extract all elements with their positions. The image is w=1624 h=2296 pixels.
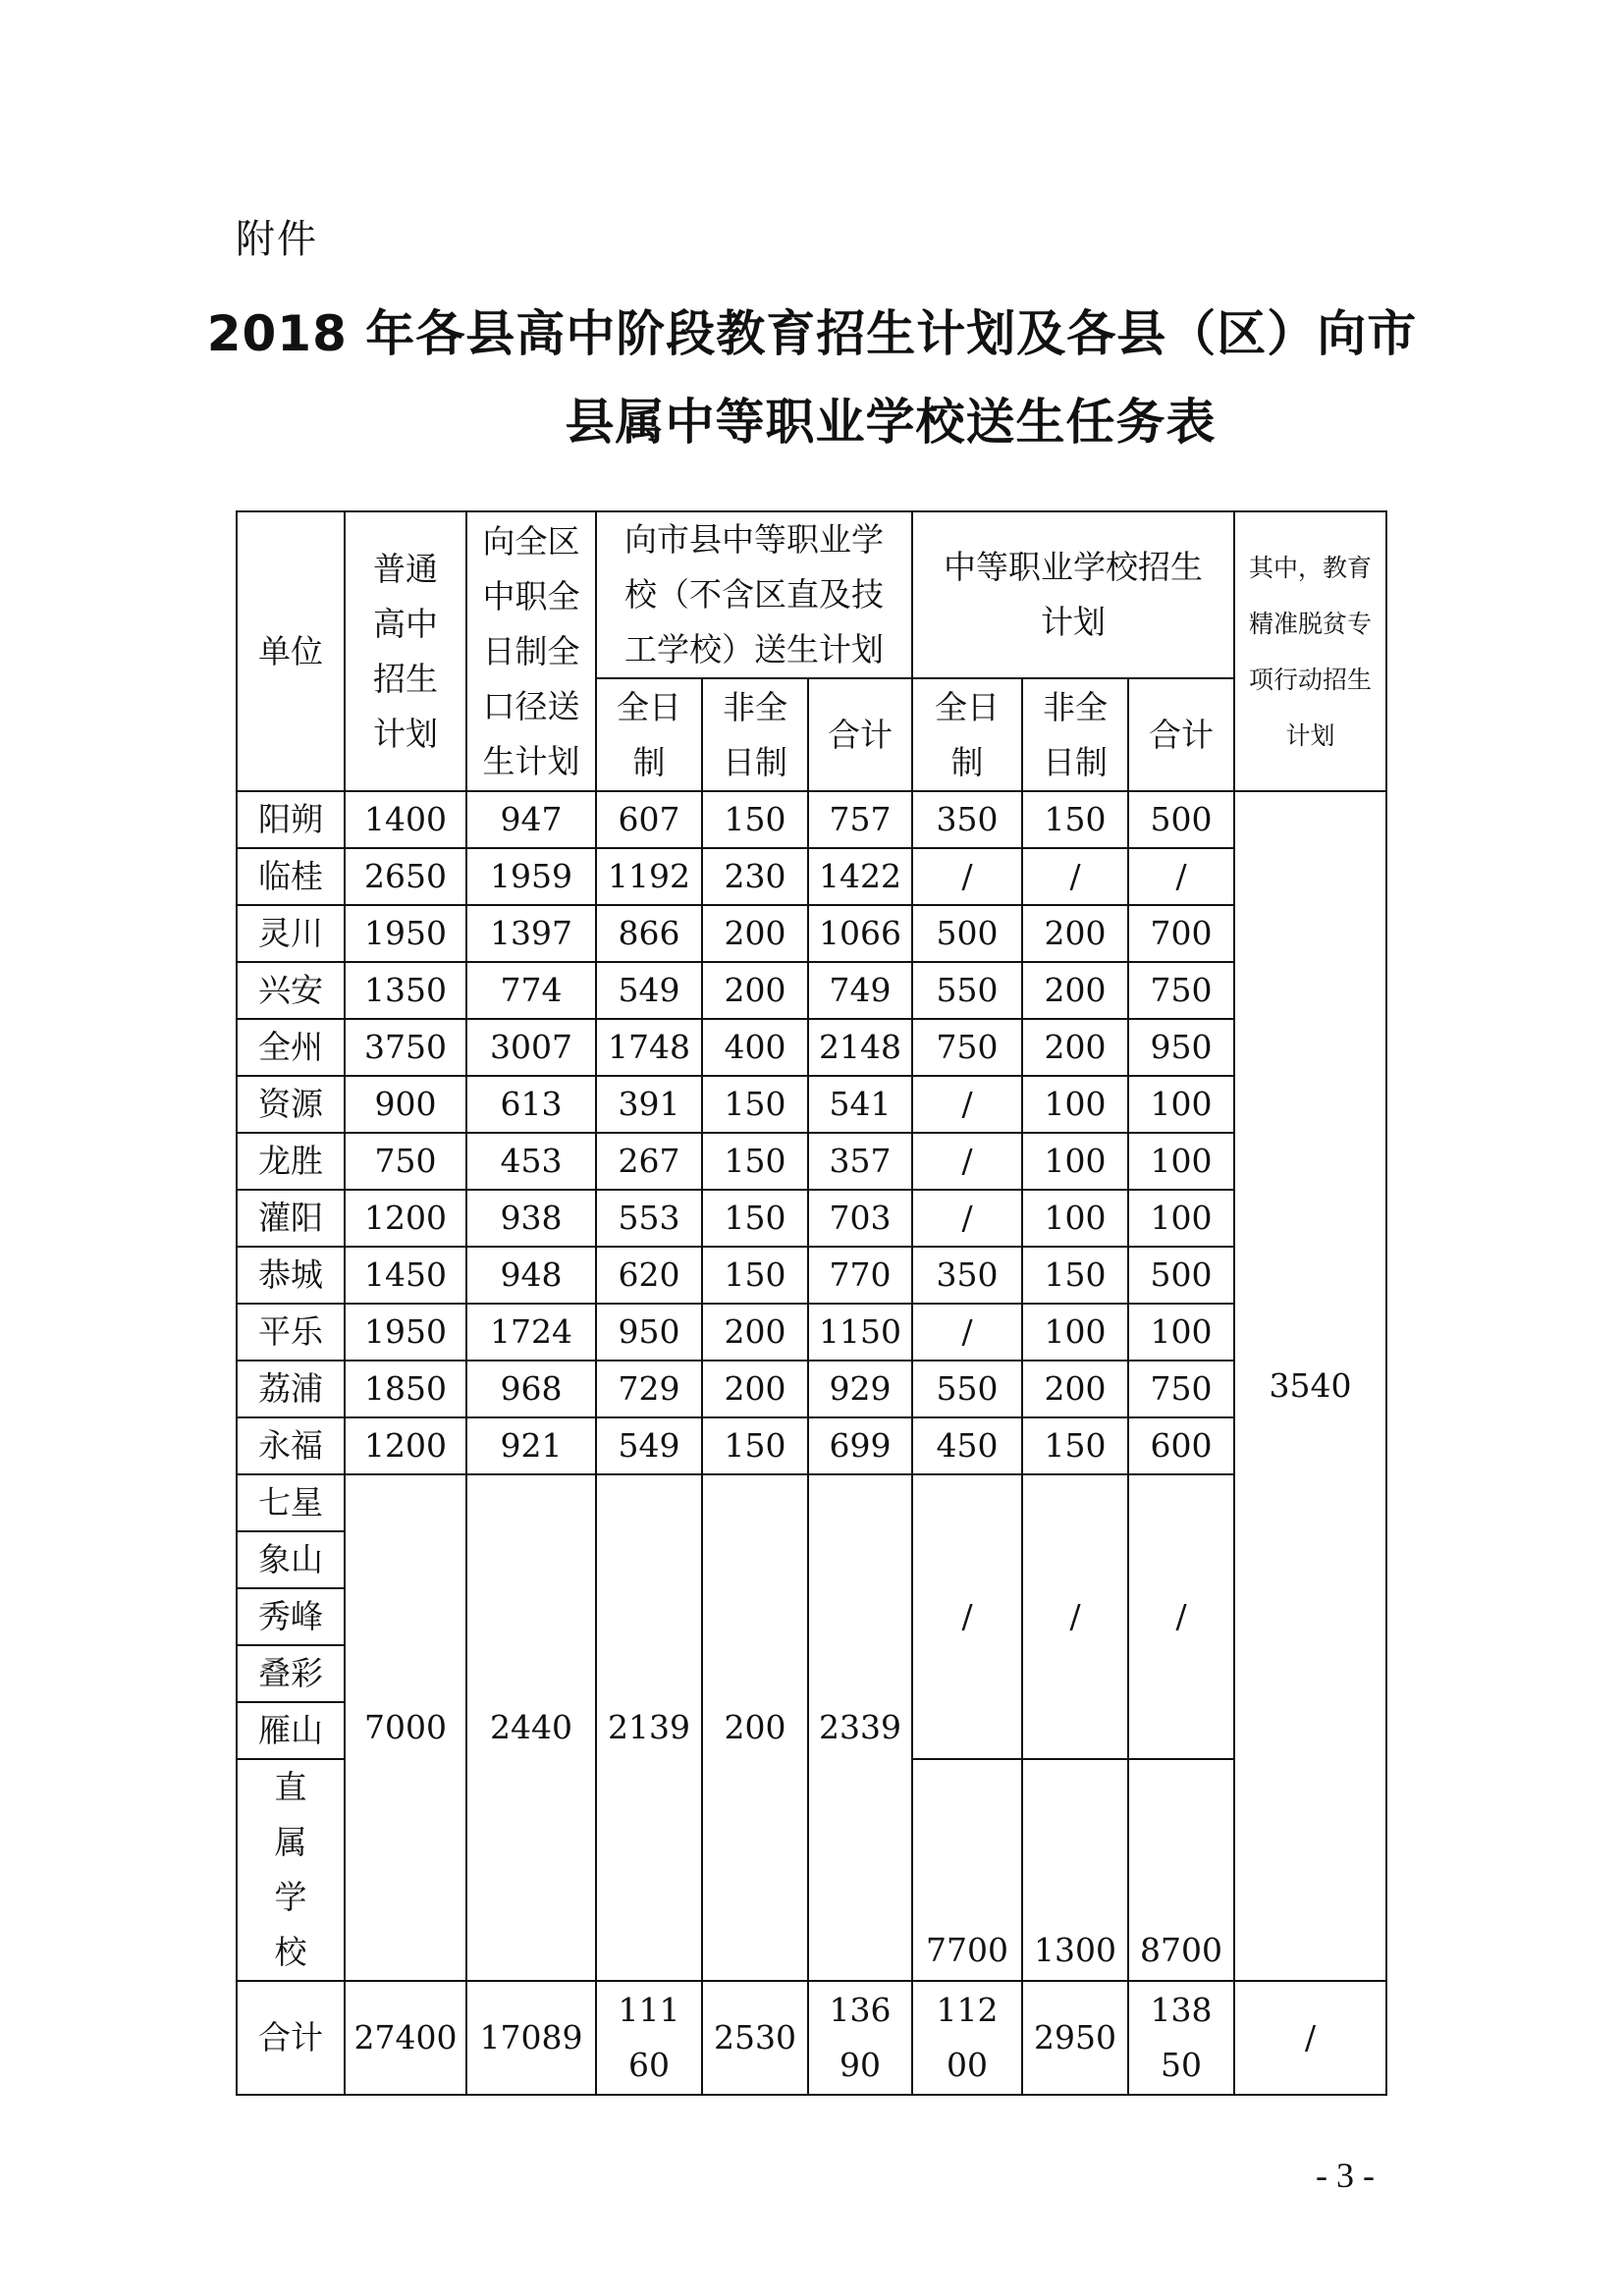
cell-c_ft: 267 [596,1133,702,1190]
cell-unit: 象山 [237,1531,345,1588]
totals-row [237,1981,1386,2095]
cell-v_pt: 100 [1022,1076,1128,1133]
cell-v_tot: 950 [1128,1019,1234,1076]
cell-hs: 1200 [345,1417,466,1474]
cell-total-hs: 27400 [345,1981,466,2095]
cell-dist: 948 [466,1247,596,1304]
cell-unit: 永福 [237,1417,345,1474]
cell-c_pt: 200 [702,905,808,962]
cell-c_ft: 391 [596,1076,702,1133]
header-vocational-plan: 中等职业学校招生计划 [912,511,1234,678]
cell-v_pt: 100 [1022,1304,1128,1361]
cell-unit: 龙胜 [237,1133,345,1190]
cell-unit: 全州 [237,1019,345,1076]
cell-unit: 恭城 [237,1247,345,1304]
cell-dist: 3007 [466,1019,596,1076]
table-row [237,962,1386,1019]
cell-dist: 947 [466,791,596,848]
cell-unit: 雁山 [237,1702,345,1759]
header-city-parttime: 非全日制 [702,678,808,791]
cell-v_tot: 100 [1128,1190,1234,1247]
table-row [237,791,1386,848]
cell-dist: 921 [466,1417,596,1474]
table-row [237,1076,1386,1133]
cell-c_tot: 699 [808,1417,912,1474]
table-row [237,1019,1386,1076]
header-city-total: 合计 [808,678,912,791]
cell-c_ft: 1192 [596,848,702,905]
cell-v_tot: 700 [1128,905,1234,962]
cell-urban-v_pt: / [1022,1474,1128,1759]
cell-hs: 1950 [345,905,466,962]
cell-unit: 秀峰 [237,1588,345,1645]
cell-v_ft: 550 [912,962,1022,1019]
cell-v_tot: 600 [1128,1417,1234,1474]
cell-dist: 1959 [466,848,596,905]
cell-hs: 1200 [345,1190,466,1247]
cell-c_tot: 757 [808,791,912,848]
cell-v_ft: 450 [912,1417,1022,1474]
cell-c_pt: 150 [702,791,808,848]
header-voc-fulltime: 全日制 [912,678,1022,791]
cell-urban-v_tot: / [1128,1474,1234,1759]
cell-urban-c_pt: 200 [702,1474,808,1981]
cell-v_tot: 100 [1128,1133,1234,1190]
cell-v_pt: 150 [1022,1417,1128,1474]
header-to-city-county: 向市县中等职业学校（不含区直及技工学校）送生计划 [596,511,912,678]
cell-direct-v_ft: 7700 [912,1759,1022,1981]
cell-total-c_ft: 11160 [596,1981,702,2095]
cell-v_ft: / [912,1133,1022,1190]
cell-v_pt: 200 [1022,1019,1128,1076]
cell-v_pt: 150 [1022,1247,1128,1304]
cell-hs: 1450 [345,1247,466,1304]
cell-v_ft: / [912,1076,1022,1133]
cell-unit: 临桂 [237,848,345,905]
cell-v_tot: 750 [1128,962,1234,1019]
header-poverty-plan: 其中，教育精准脱贫专项行动招生计划 [1234,511,1386,791]
cell-c_pt: 150 [702,1417,808,1474]
cell-total-v_ft: 11200 [912,1981,1022,2095]
cell-c_ft: 620 [596,1247,702,1304]
table-row [237,1304,1386,1361]
cell-c_pt: 230 [702,848,808,905]
cell-c_tot: 749 [808,962,912,1019]
cell-v_pt: 100 [1022,1190,1128,1247]
cell-v_tot: 100 [1128,1304,1234,1361]
cell-total-c_pt: 2530 [702,1981,808,2095]
cell-c_ft: 549 [596,962,702,1019]
cell-v_ft: / [912,1304,1022,1361]
cell-dist: 938 [466,1190,596,1247]
cell-v_ft: 500 [912,905,1022,962]
cell-v_tot: 100 [1128,1076,1234,1133]
cell-v_pt: / [1022,848,1128,905]
cell-hs: 750 [345,1133,466,1190]
cell-unit: 荔浦 [237,1361,345,1417]
cell-c_ft: 950 [596,1304,702,1361]
cell-total-dist: 17089 [466,1981,596,2095]
title-line-2: 县属中等职业学校送生任务表 [565,394,1217,451]
table-row [237,848,1386,905]
cell-total-unit: 合计 [237,1981,345,2095]
cell-v_pt: 100 [1022,1133,1128,1190]
cell-unit: 资源 [237,1076,345,1133]
enrollment-plan-table [236,510,1387,2096]
cell-c_ft: 729 [596,1361,702,1417]
cell-hs: 2650 [345,848,466,905]
header-general-hs: 普通高中招生计划 [345,511,466,791]
table-row [237,1417,1386,1474]
cell-c_tot: 357 [808,1133,912,1190]
cell-v_ft: / [912,1190,1022,1247]
cell-c_pt: 150 [702,1247,808,1304]
page-number: - 3 - [1316,2156,1375,2195]
table-row [237,1247,1386,1304]
cell-c_tot: 1422 [808,848,912,905]
header-city-fulltime: 全日制 [596,678,702,791]
cell-total-v_tot: 13850 [1128,1981,1234,2095]
cell-c_ft: 1748 [596,1019,702,1076]
cell-c_pt: 150 [702,1076,808,1133]
table-row [237,1133,1386,1190]
cell-c_pt: 200 [702,962,808,1019]
table-row [237,1474,1386,1531]
cell-dist: 453 [466,1133,596,1190]
cell-v_tot: 750 [1128,1361,1234,1417]
cell-dist: 968 [466,1361,596,1417]
cell-v_tot: 500 [1128,1247,1234,1304]
cell-c_tot: 770 [808,1247,912,1304]
cell-c_tot: 541 [808,1076,912,1133]
cell-urban-dist: 2440 [466,1474,596,1981]
cell-unit: 七星 [237,1474,345,1531]
cell-hs: 900 [345,1076,466,1133]
cell-hs: 1950 [345,1304,466,1361]
cell-urban-c_ft: 2139 [596,1474,702,1981]
table-row [237,1190,1386,1247]
cell-hs: 1350 [345,962,466,1019]
cell-v_tot: / [1128,848,1234,905]
cell-unit: 阳朔 [237,791,345,848]
header-unit: 单位 [237,511,345,791]
cell-urban-hs: 7000 [345,1474,466,1981]
attachment-label: 附件 [236,217,318,262]
cell-c_tot: 703 [808,1190,912,1247]
cell-direct-v_pt: 1300 [1022,1759,1128,1981]
cell-dist: 613 [466,1076,596,1133]
cell-v_pt: 200 [1022,905,1128,962]
cell-total-v_pt: 2950 [1022,1981,1128,2095]
cell-dist: 1397 [466,905,596,962]
cell-c_pt: 150 [702,1190,808,1247]
cell-unit: 灵川 [237,905,345,962]
cell-urban-c_tot: 2339 [808,1474,912,1981]
cell-unit: 直属学校 [237,1759,345,1981]
cell-dist: 1724 [466,1304,596,1361]
header-to-district: 向全区中职全日制全口径送生计划 [466,511,596,791]
cell-c_pt: 200 [702,1361,808,1417]
cell-c_ft: 553 [596,1190,702,1247]
cell-hs: 1850 [345,1361,466,1417]
cell-poverty-total: 3540 [1234,791,1386,1981]
cell-unit: 平乐 [237,1304,345,1361]
cell-v_ft: 750 [912,1019,1022,1076]
cell-unit: 灌阳 [237,1190,345,1247]
title-line-1: 2018 年各县高中阶段教育招生计划及各县（区）向市 [206,305,1418,362]
cell-v_ft: 550 [912,1361,1022,1417]
cell-c_pt: 150 [702,1133,808,1190]
cell-c_pt: 400 [702,1019,808,1076]
cell-total-poverty: / [1234,1981,1386,2095]
cell-v_pt: 150 [1022,791,1128,848]
cell-v_ft: 350 [912,1247,1022,1304]
cell-c_ft: 607 [596,791,702,848]
cell-c_ft: 866 [596,905,702,962]
cell-hs: 1400 [345,791,466,848]
header-voc-parttime: 非全日制 [1022,678,1128,791]
table-row [237,1361,1386,1417]
cell-urban-v_ft: / [912,1474,1022,1759]
cell-v_ft: 350 [912,791,1022,848]
cell-dist: 774 [466,962,596,1019]
cell-unit: 叠彩 [237,1645,345,1702]
cell-unit: 兴安 [237,962,345,1019]
cell-v_ft: / [912,848,1022,905]
cell-direct-v_tot: 8700 [1128,1759,1234,1981]
table-row [237,905,1386,962]
cell-c_tot: 2148 [808,1019,912,1076]
cell-v_tot: 500 [1128,791,1234,848]
cell-c_tot: 1066 [808,905,912,962]
cell-c_tot: 1150 [808,1304,912,1361]
cell-hs: 3750 [345,1019,466,1076]
cell-c_tot: 929 [808,1361,912,1417]
cell-v_pt: 200 [1022,962,1128,1019]
cell-c_ft: 549 [596,1417,702,1474]
cell-total-c_tot: 13690 [808,1981,912,2095]
cell-c_pt: 200 [702,1304,808,1361]
header-voc-total: 合计 [1128,678,1234,791]
cell-v_pt: 200 [1022,1361,1128,1417]
